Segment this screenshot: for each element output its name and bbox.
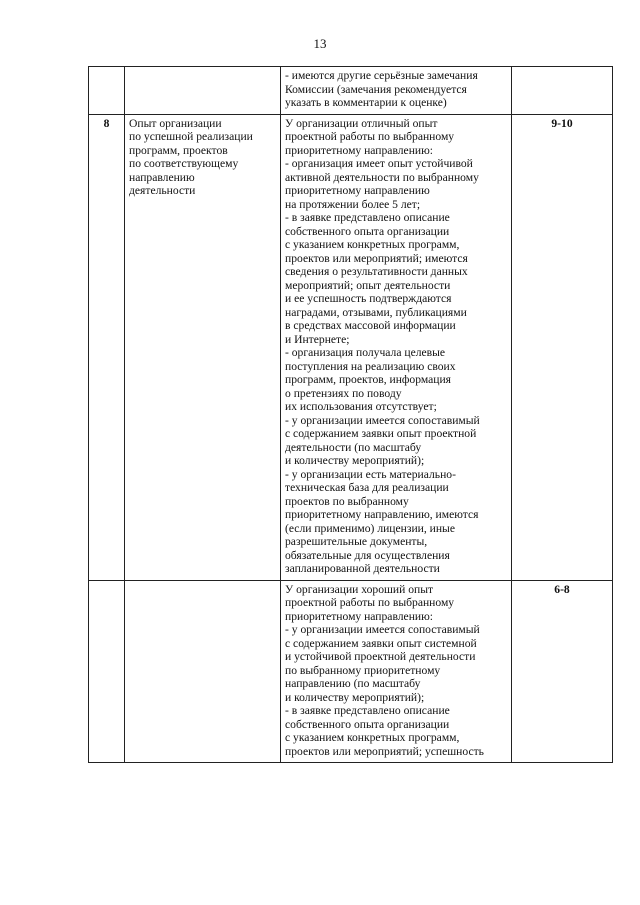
name-line: по соответствующему: [129, 157, 239, 170]
description-line: - у организации есть материально-: [285, 467, 456, 481]
description-line: проектов по выбранному: [285, 494, 409, 508]
description-line: наградами, отзывами, публикациями: [285, 305, 467, 319]
criterion-name-cell: [125, 67, 281, 115]
description-line: У организации отличный опыт: [285, 116, 438, 130]
page-number: 13: [313, 36, 327, 51]
description-line: - в заявке представлено описание: [285, 211, 450, 224]
description-line: программ, проектов, информация: [285, 373, 451, 386]
criterion-description-cell: [281, 67, 512, 115]
name-line: программ, проектов: [129, 143, 228, 157]
name-line: Опыт организации: [129, 116, 222, 130]
description-line: деятельности (по масштабу: [285, 440, 422, 454]
table-row: [89, 580, 613, 763]
criteria-table: [88, 66, 613, 763]
row-number-cell: 8: [89, 114, 125, 580]
description-line: указать в комментарии к оценке): [285, 96, 447, 109]
score-cell: [512, 67, 613, 115]
description-line: (если применимо) лицензии, иные: [285, 521, 455, 535]
description-line: - имеются другие серьёзные замечания: [285, 69, 478, 82]
description-line: - организация имеет опыт устойчивой: [285, 157, 473, 170]
row-number-cell: [89, 580, 125, 763]
description-line: по выбранному приоритетному: [285, 663, 441, 677]
table-row: [89, 67, 613, 115]
description-line: и Интернете;: [285, 332, 350, 346]
description-line: с содержанием заявки опыт проектной: [285, 427, 477, 440]
description-line: собственного опыта организации: [285, 224, 450, 238]
description-line: техническая база для реализации: [285, 481, 449, 494]
score-cell: 9-10: [512, 114, 613, 580]
description-line: и ее успешность подтверждаются: [285, 292, 452, 305]
description-line: направлению (по масштабу: [285, 677, 421, 690]
criterion-description-cell: [281, 114, 512, 580]
description-line: сведения о результативности данных: [285, 265, 468, 278]
description-line: Комиссии (замечания рекомендуется: [285, 82, 467, 96]
criterion-name-cell: [125, 114, 281, 580]
description-line: проектной работы по выбранному: [285, 596, 455, 609]
description-line: приоритетному направлению:: [285, 143, 433, 157]
name-line: деятельности: [129, 184, 196, 197]
name-line: направлению: [129, 170, 195, 184]
description-line: У организации хороший опыт: [285, 582, 434, 596]
description-line: и количеству мероприятий);: [285, 690, 425, 704]
description-line: - в заявке представлено описание: [285, 704, 450, 717]
description-line: в средствах массовой информации: [285, 319, 456, 332]
description-line: приоритетному направлению:: [285, 609, 433, 623]
description-line: - у организации имеется сопоставимый: [285, 623, 480, 636]
criterion-name-cell: [125, 580, 281, 763]
description-line: их использования отсутствует;: [285, 400, 437, 413]
description-line: и устойчивой проектной деятельности: [285, 650, 476, 663]
row-number-cell: [89, 67, 125, 115]
description-line: с указанием конкретных программ,: [285, 238, 460, 251]
description-line: запланированной деятельности: [285, 562, 440, 575]
description-line: обязательные для осуществления: [285, 548, 450, 562]
description-line: проектов или мероприятий; имеются: [285, 251, 468, 265]
description-line: активной деятельности по выбранному: [285, 170, 479, 184]
description-line: - организация получала целевые: [285, 346, 446, 359]
description-line: с содержанием заявки опыт системной: [285, 636, 477, 650]
description-line: на протяжении более 5 лет;: [285, 197, 421, 211]
description-line: проектов или мероприятий; успешность: [285, 744, 484, 758]
description-line: разрешительные документы,: [285, 535, 428, 548]
criterion-description-cell: [281, 580, 512, 763]
description-line: и количеству мероприятий);: [285, 454, 425, 467]
description-line: мероприятий; опыт деятельности: [285, 278, 451, 292]
description-line: поступления на реализацию своих: [285, 359, 456, 373]
description-line: приоритетному направлению: [285, 184, 430, 197]
score-cell: 6-8: [512, 580, 613, 763]
description-line: - у организации имеется сопоставимый: [285, 413, 480, 427]
description-line: приоритетному направлению, имеются: [285, 508, 479, 521]
name-line: по успешной реализации: [129, 130, 253, 143]
description-line: с указанием конкретных программ,: [285, 731, 460, 744]
description-line: о претензиях по поводу: [285, 386, 402, 400]
description-line: собственного опыта организации: [285, 717, 450, 731]
description-line: проектной работы по выбранному: [285, 130, 455, 143]
table-row: [89, 114, 613, 580]
